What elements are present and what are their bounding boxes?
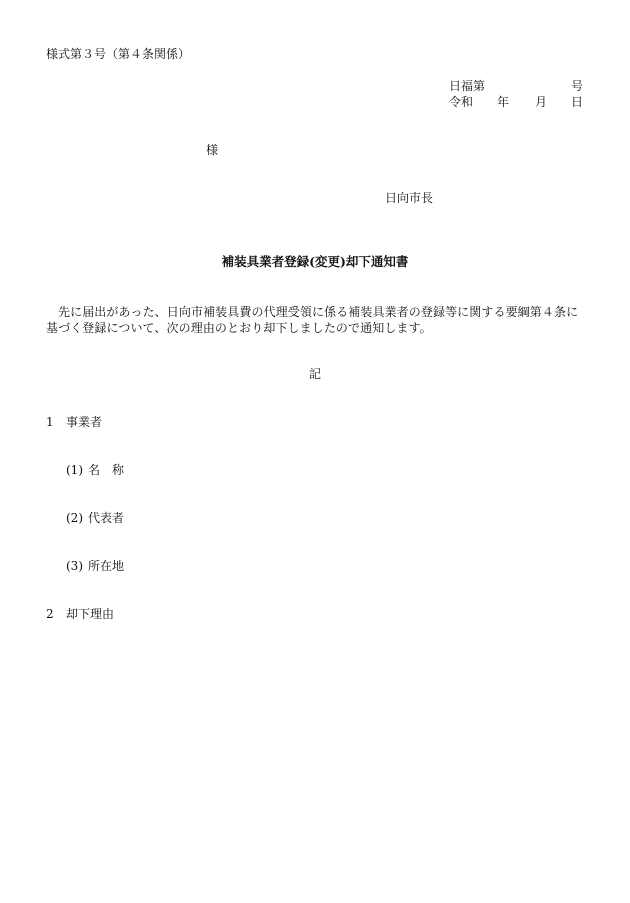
document-title: 補装具業者登録(変更)却下通知書 bbox=[221, 254, 409, 269]
reference-number-label: 日福第 bbox=[449, 79, 486, 93]
subitem-number: (2) bbox=[66, 511, 83, 525]
subitem-label: 所在地 bbox=[88, 559, 125, 573]
form-number: 様式第３号（第４条関係） bbox=[46, 47, 191, 61]
recipient-honorific: 様 bbox=[206, 143, 219, 157]
body-paragraph: 先に届出があった、日向市補装具費の代理受領に係る補装具業者の登録等に関する要綱第４条に基づく登録について、次の理由のとおり却下しましたので通知します。 bbox=[46, 305, 579, 335]
item-label: 却下理由 bbox=[66, 607, 115, 621]
item-business-operator bbox=[46, 416, 102, 428]
issuer-name: 日向市長 bbox=[385, 191, 434, 205]
date-day-label: 日 bbox=[571, 95, 584, 109]
subitem-address bbox=[66, 560, 124, 572]
date-era: 令和 bbox=[449, 95, 474, 109]
date-month-label: 月 bbox=[535, 95, 548, 109]
ki-heading: 記 bbox=[308, 367, 321, 381]
reference-number-suffix: 号 bbox=[571, 79, 584, 93]
subitem-representative bbox=[66, 512, 124, 524]
subitem-number: (1) bbox=[66, 463, 83, 477]
subitem-label: 名 称 bbox=[88, 463, 125, 477]
item-number: 1 bbox=[46, 415, 54, 429]
item-number: 2 bbox=[46, 607, 54, 621]
subitem-name bbox=[66, 464, 124, 476]
subitem-number: (3) bbox=[66, 559, 83, 573]
item-rejection-reason bbox=[46, 608, 114, 620]
item-label: 事業者 bbox=[66, 415, 103, 429]
date-year-label: 年 bbox=[497, 95, 510, 109]
subitem-label: 代表者 bbox=[88, 511, 125, 525]
